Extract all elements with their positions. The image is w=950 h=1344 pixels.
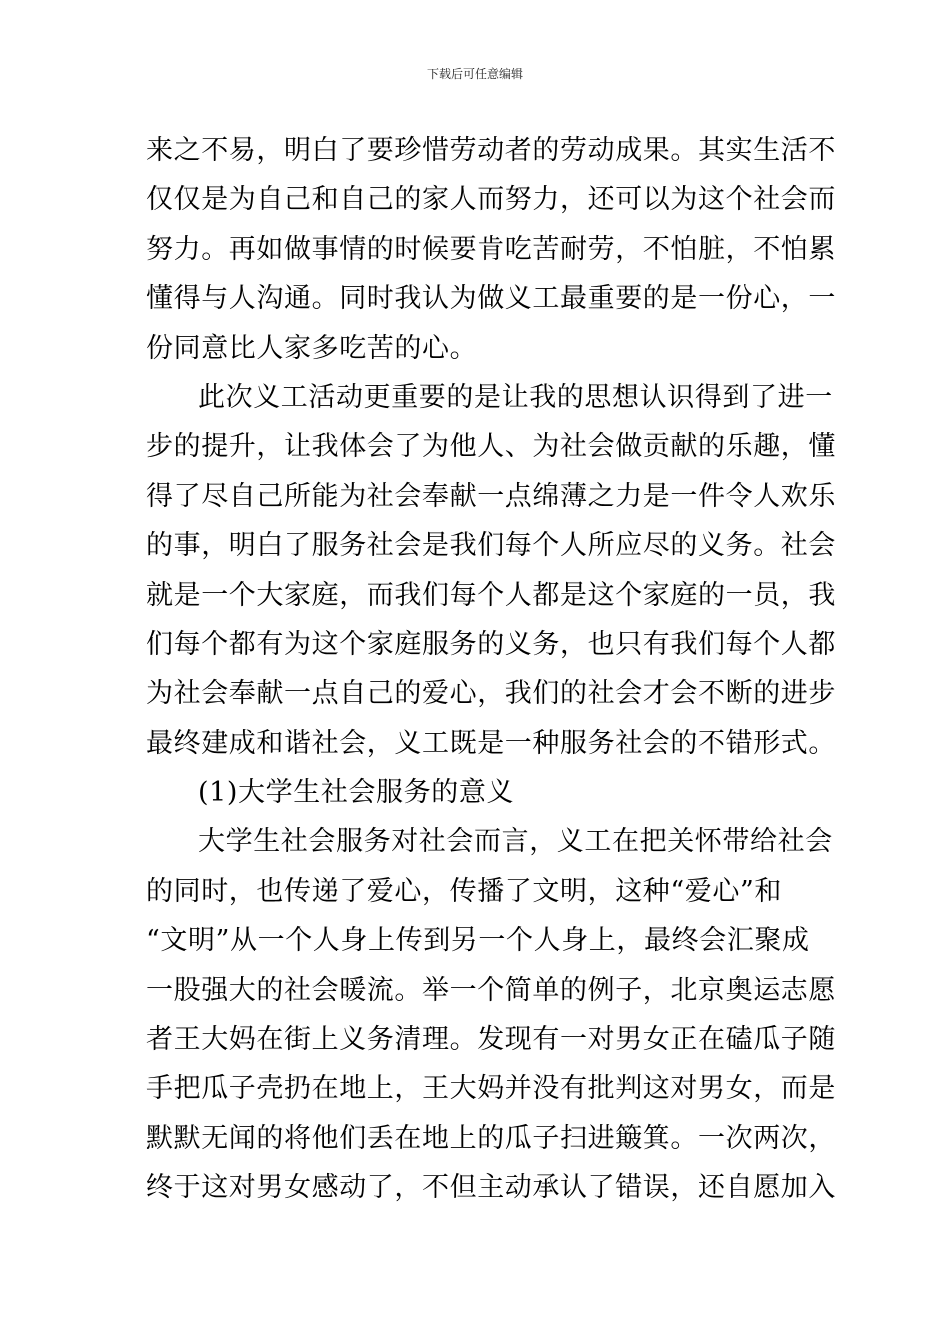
text-line: 最终建成和谐社会，义工既是一种服务社会的不错形式。 bbox=[146, 727, 836, 759]
paragraph-first-line: 此次义工活动更重要的是让我的思想认识得到了进一 bbox=[198, 381, 833, 413]
text-line: 努力。再如做事情的时候要肯吃苦耐劳，不怕脏，不怕累 bbox=[146, 233, 836, 265]
text-line: 就是一个大家庭，而我们每个人都是这个家庭的一员，我 bbox=[146, 579, 836, 611]
page-header: 下载后可任意编辑 bbox=[426, 67, 523, 81]
text-line: 仅仅是为自己和自己的家人而努力，还可以为这个社会而 bbox=[146, 184, 836, 216]
text-line: 一股强大的社会暖流。举一个简单的例子，北京奥运志愿 bbox=[146, 974, 836, 1006]
text-line: 们每个都有为这个家庭服务的义务，也只有我们每个人都 bbox=[146, 628, 836, 660]
text-line: 步的提升，让我体会了为他人、为社会做贡献的乐趣，懂 bbox=[146, 431, 836, 463]
section-heading: (1)大学生社会服务的意义 bbox=[198, 777, 515, 809]
text-line: 懂得与人沟通。同时我认为做义工最重要的是一份心，一 bbox=[146, 283, 836, 315]
text-line: 默默无闻的将他们丢在地上的瓜子扫进簸箕。一次两次， bbox=[146, 1122, 836, 1154]
document-body bbox=[146, 126, 836, 1213]
text-line: 得了尽自己所能为社会奉献一点绵薄之力是一件令人欢乐 bbox=[146, 480, 836, 512]
paragraph-first-line: 大学生社会服务对社会而言，义工在把关怀带给社会 bbox=[198, 826, 833, 858]
text-line: 者王大妈在街上义务清理。发现有一对男女正在磕瓜子随 bbox=[146, 1024, 836, 1056]
text-line: 的事，明白了服务社会是我们每个人所应尽的义务。社会 bbox=[146, 530, 836, 562]
text-line: 的同时，也传递了爱心，传播了文明，这种“爱心”和 bbox=[146, 875, 783, 907]
text-line: 来之不易，明白了要珍惜劳动者的劳动成果。其实生活不 bbox=[146, 135, 836, 166]
text-line: “文明”从一个人身上传到另一个人身上，最终会汇聚成 bbox=[146, 925, 810, 957]
text-line: 手把瓜子壳扔在地上，王大妈并没有批判这对男女，而是 bbox=[146, 1073, 836, 1105]
text-line: 为社会奉献一点自己的爱心，我们的社会才会不断的进步 bbox=[146, 678, 836, 710]
text-line: 份同意比人家多吃苦的心。 bbox=[146, 332, 478, 364]
text-line: 终于这对男女感动了，不但主动承认了错误，还自愿加入 bbox=[146, 1172, 836, 1204]
